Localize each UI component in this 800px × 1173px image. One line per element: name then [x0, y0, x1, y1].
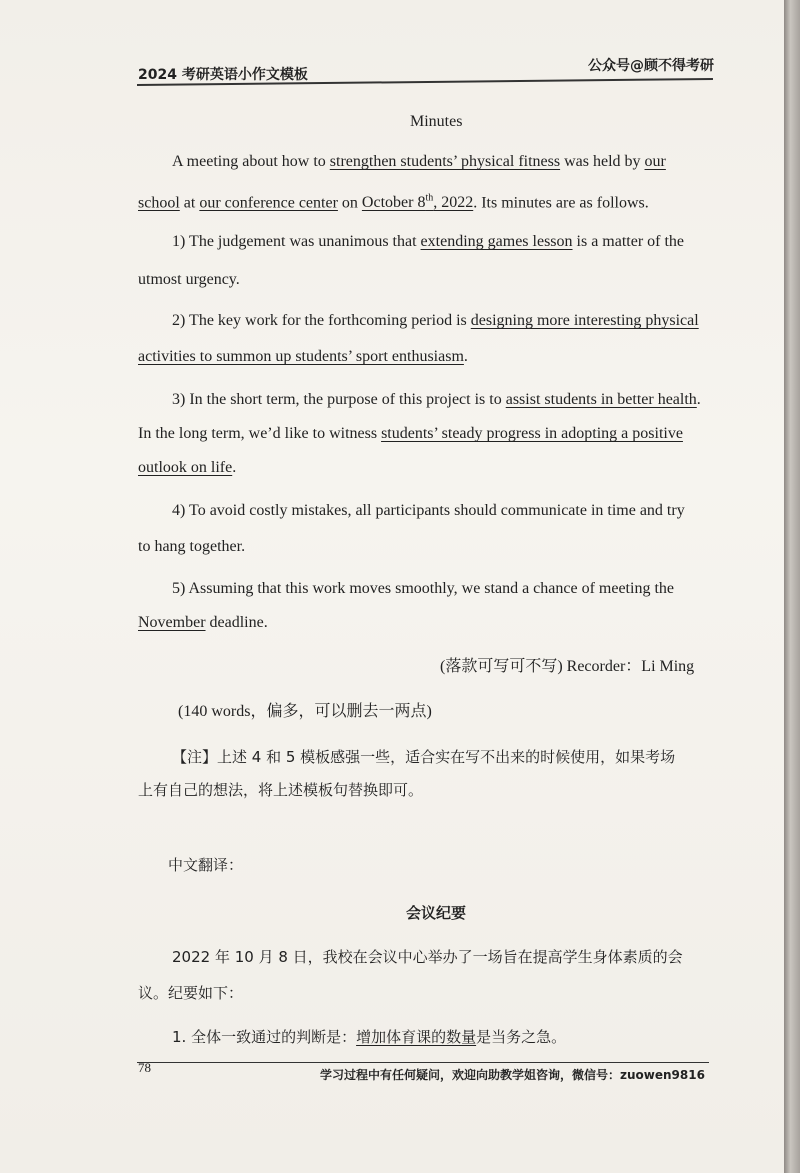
text: 3) In the short term, the purpose of this project is to — [172, 391, 506, 408]
superscript: th — [425, 193, 434, 204]
text: is a matter of the — [572, 233, 685, 250]
point-1-line-1 — [172, 232, 684, 252]
underlined-text: our conference center — [199, 194, 338, 212]
translation-label: 中文翻译： — [168, 856, 244, 874]
underlined-text: our — [644, 153, 666, 170]
page-number: 78 — [138, 1060, 151, 1075]
point-3-line-1 — [172, 390, 701, 410]
point-3-line-2 — [138, 424, 683, 444]
text: 1. 全体一致通过的判断是： — [172, 1028, 357, 1046]
underlined-text: outlook on life — [138, 459, 233, 476]
point-1-line-2: utmost urgency. — [138, 271, 240, 288]
text: . Its minutes are as follows. — [473, 194, 649, 212]
translation-item-1 — [172, 1027, 566, 1047]
text: . — [696, 391, 701, 408]
underlined-text: designing more interesting physical — [470, 312, 699, 329]
translation-line-1: 2022 年 10 月 8 日，我校在会议中心举办了一场旨在提高学生身体素质的会 — [172, 948, 683, 966]
underlined-text: students’ steady progress in adopting a positive — [381, 425, 683, 442]
footer-contact: 学习过程中有任何疑问，欢迎向助教学姐咨询，微信号：zuowen9816 — [320, 1068, 705, 1082]
point-2-line-1 — [172, 311, 699, 331]
text: 2) The key work for the forthcoming period is — [172, 312, 471, 329]
intro-line-1 — [172, 152, 666, 172]
translation-line-2: 议。纪要如下： — [138, 984, 244, 1002]
underlined-text: assist students in better health — [505, 391, 697, 408]
point-5-line-1: 5) Assuming that this work moves smoothly, we stand a chance of meeting the — [172, 580, 674, 597]
underlined-text: 增加体育课的数量 — [356, 1028, 477, 1046]
point-5-line-2 — [138, 613, 268, 633]
note-line-2: 上有自己的想法，将上述模板句替换即可。 — [138, 781, 424, 799]
header-title: 2024 考研英语小作文模板 — [138, 67, 308, 83]
page-edge — [784, 0, 800, 1173]
point-3-line-3 — [138, 458, 236, 478]
signature: (落款可写可不写) Recorder：Li Ming — [440, 658, 695, 675]
underlined-date — [362, 194, 473, 211]
text: A meeting about how to — [172, 153, 330, 170]
text: at — [179, 194, 200, 212]
underlined-text: school — [138, 194, 180, 212]
text: was held by — [560, 153, 645, 170]
text: deadline. — [205, 614, 268, 631]
point-4-line-2: to hang together. — [138, 538, 246, 555]
underlined-text: strengthen students’ physical fitness — [329, 153, 561, 170]
note-line-1: 【注】上述 4 和 5 模板感强一些，适合实在写不出来的时候使用，如果考场 — [172, 748, 676, 766]
text: 是当务之急。 — [476, 1028, 567, 1046]
footer-divider — [137, 1062, 709, 1063]
underlined-text: activities to summon up students’ sport enthusiasm — [138, 348, 464, 365]
point-2-line-2 — [138, 347, 468, 367]
text: , 2022 — [433, 194, 474, 212]
underlined-text: November — [138, 614, 206, 631]
header-account: 公众号@顾不得考研 — [588, 58, 714, 74]
document-title: Minutes — [410, 113, 463, 130]
translation-title: 会议纪要 — [406, 904, 467, 922]
text: 1) The judgement was unanimous that — [172, 233, 421, 250]
underlined-text: extending games lesson — [420, 233, 573, 250]
text: on — [337, 194, 362, 212]
text: In the long term, we’d like to witness — [138, 425, 382, 442]
word-count-note: (140 words，偏多，可以删去一两点) — [178, 703, 432, 720]
text: October 8 — [361, 194, 426, 212]
text: . — [463, 348, 468, 365]
text: . — [232, 459, 237, 476]
intro-line-2 — [138, 189, 649, 213]
point-4-line-1: 4) To avoid costly mistakes, all participants should communicate in time and try — [172, 502, 685, 519]
